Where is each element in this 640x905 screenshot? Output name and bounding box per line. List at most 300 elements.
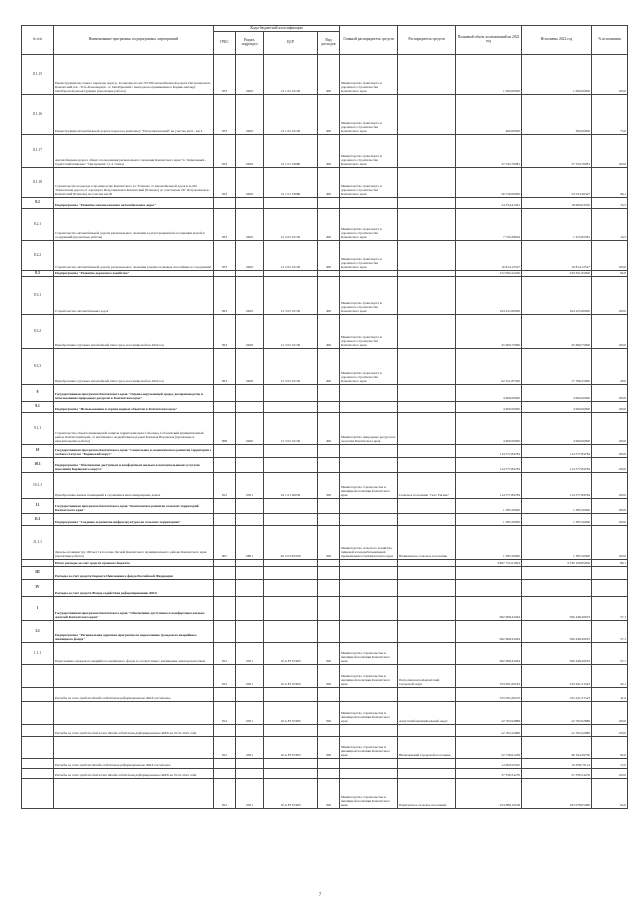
cell-pct: 42,1 <box>592 665 628 688</box>
cell-exec: 1 255,82381 <box>522 209 592 241</box>
cell-exec: 4 900,00000 <box>522 385 592 402</box>
table-row <box>22 526 628 560</box>
cell-plan: 1 385,50000 <box>456 526 522 560</box>
cell-num: 8.3.3 <box>22 349 54 385</box>
cell-vr: 400 <box>318 209 340 241</box>
cell-vr: 500 <box>318 702 340 725</box>
cell-num: 1.1.1 <box>22 643 54 665</box>
cell-name: Государственная программа Камчатского края "Комплексное развитие сельских территорий Камчатского края" <box>54 499 214 514</box>
cell-plan <box>456 567 522 580</box>
cell-num <box>22 665 54 688</box>
cell-rz: 0406 <box>236 413 264 445</box>
table-row <box>22 241 628 271</box>
cell-rz: 0409 <box>236 209 264 241</box>
cell-exec: 18 069,63520 <box>522 198 592 209</box>
table-row <box>22 737 628 759</box>
cell-vr <box>318 514 340 526</box>
cell-rz: 0501 <box>236 779 264 809</box>
cell-plan: 114 577,84784 <box>456 473 522 499</box>
cell-csr <box>264 402 318 413</box>
cell-num: III <box>22 567 54 580</box>
cell-vr <box>318 458 340 473</box>
cell-name: Расходы за счет средств бюджета Пенсионного фонда Российской Федерации <box>54 567 214 580</box>
cell-rec: Вилючинский городской поселение <box>398 737 456 759</box>
cell-pct: 84,8 <box>592 271 628 277</box>
cell-admin <box>340 445 398 458</box>
cell-grbs: 808 <box>214 413 236 445</box>
cell-csr <box>264 458 318 473</box>
cell-num <box>22 737 54 759</box>
cell-num: 9.1.1 <box>22 413 54 445</box>
cell-pct: 100,0 <box>592 241 628 271</box>
cell-plan: 1 385,50000 <box>456 514 522 526</box>
cell-name: Строительство подъезда к производству Камчатского в г. Елизово от автомобильной дороги А-401 "Камчатская дорога от аэропорта Петропавловск-Камчатский (Елизово) до участки км 26" Петропавловск-Камчатский (Елизово) на участке км 26 <box>54 168 214 198</box>
table-row <box>22 209 628 241</box>
cell-plan: 62 251,87300 <box>456 349 522 385</box>
cell-rz <box>236 759 264 769</box>
cell-grbs <box>214 402 236 413</box>
cell-plan: 37 336,54470 <box>456 769 522 779</box>
cell-plan: 22 762,92889 <box>456 725 522 737</box>
cell-name: Расходы за счет средств Фонда содействия реформированию ЖКХ посчитать <box>54 759 214 769</box>
cell-rz <box>236 445 264 458</box>
cell-csr: 12 2 03 10130 <box>264 209 318 241</box>
table-row <box>22 55 628 95</box>
cell-admin <box>340 458 398 473</box>
cell-grbs <box>214 499 236 514</box>
table-row <box>22 769 628 779</box>
cell-admin <box>340 499 398 514</box>
cell-rz <box>236 198 264 209</box>
cell-exec: 48 164,39750 <box>522 737 592 759</box>
header-recipient: Распорядитель средств <box>398 26 456 55</box>
cell-csr: 12 1 01 53080 <box>264 135 318 168</box>
cell-name: Реконструкция автомобильной дороги подъезд к комплексу "Петропавловский" на участке км 0 - км 4 <box>54 95 214 135</box>
cell-exec: 1 385,50000 <box>522 514 592 526</box>
cell-csr: 12 1 02 10130 <box>264 95 318 135</box>
cell-rec <box>398 402 456 413</box>
cell-pct: 92,0 <box>592 737 628 759</box>
cell-exec <box>522 580 592 597</box>
cell-rz: 0409 <box>236 277 264 315</box>
header-pct: % исполнения <box>592 26 628 55</box>
cell-rec <box>398 499 456 514</box>
cell-csr: 10 A F3 67483 <box>264 702 318 725</box>
cell-num: 10.1.1 <box>22 473 54 499</box>
cell-rz <box>236 769 264 779</box>
cell-rec: Сельское поселение "село Тигиль" <box>398 473 456 499</box>
cell-exec: 22 762,92889 <box>522 702 592 725</box>
cell-exec: 22 762,92889 <box>522 725 592 737</box>
cell-num: 8.1.18 <box>22 168 54 198</box>
cell-rz: 0408 <box>236 315 264 349</box>
table-row <box>22 198 628 209</box>
cell-pct: 100,0 <box>592 315 628 349</box>
cell-num: 8.3 <box>22 271 54 277</box>
cell-grbs <box>214 725 236 737</box>
cell-rec: Алеутский муниципальный округ <box>398 702 456 725</box>
cell-csr: 12 1 02 10130 <box>264 55 318 95</box>
table-row <box>22 702 628 725</box>
cell-rec: Начикинское сельское поселение <box>398 526 456 560</box>
cell-csr: 10 A F3 67483 <box>264 643 318 665</box>
cell-plan: 1 385,50000 <box>456 499 522 514</box>
cell-admin <box>340 580 398 597</box>
cell-csr <box>264 198 318 209</box>
cell-name: Подпрограмма "Развитие дорожного хозяйства" <box>54 271 214 277</box>
cell-num <box>22 702 54 725</box>
cell-rz <box>236 385 264 402</box>
table-row <box>22 385 628 402</box>
cell-vr <box>318 567 340 580</box>
cell-name: Итого расходы за счет средств краевого бюджета <box>54 560 214 567</box>
cell-exec: 3 330 109,85056 <box>522 560 592 567</box>
cell-grbs: 823 <box>214 315 236 349</box>
cell-vr <box>318 769 340 779</box>
cell-num <box>22 688 54 702</box>
cell-exec: 27 532,70081 <box>522 135 592 168</box>
table-row <box>22 597 628 621</box>
cell-exec: 114 577,84784 <box>522 445 592 458</box>
cell-csr <box>264 580 318 597</box>
cell-num: 10 <box>22 445 54 458</box>
cell-vr: 400 <box>318 413 340 445</box>
cell-plan: 400,00000 <box>456 95 522 135</box>
cell-plan: 114 577,84784 <box>456 458 522 473</box>
cell-csr: 12 3 03 10130 <box>264 349 318 385</box>
cell-name: Автомобильная дорога общего пользования регионального значения Камчатского края "п. Термальный - туристский комплекс "Три вулкана" (1-2 этапы) <box>54 135 214 168</box>
cell-grbs: 812 <box>214 643 236 665</box>
cell-vr <box>318 759 340 769</box>
cell-vr: 500 <box>318 665 340 688</box>
cell-pct: 100,0 <box>592 499 628 514</box>
cell-rec <box>398 458 456 473</box>
cell-plan: 27 532,70081 <box>456 135 522 168</box>
cell-admin <box>340 560 398 567</box>
cell-vr <box>318 445 340 458</box>
cell-name: Приобретение грузовых автомобилей типа грузо-пассажирской на 2022 год <box>54 349 214 385</box>
cell-rec <box>398 198 456 209</box>
cell-rec <box>398 385 456 402</box>
cell-admin: Министерство транспорта и дорожного строительства Камчатского края <box>340 55 398 95</box>
cell-name: Строительство автомобильной дороги регионального значения в межпоселковых шоссейных и сооружений <box>54 241 214 271</box>
cell-vr <box>318 725 340 737</box>
cell-num: 8.2.1 <box>22 209 54 241</box>
budget-table <box>21 25 628 809</box>
cell-grbs <box>214 567 236 580</box>
cell-rz: 0501 <box>236 643 264 665</box>
cell-grbs <box>214 385 236 402</box>
cell-rz: 0801 <box>236 526 264 560</box>
table-row <box>22 779 628 809</box>
cell-rec <box>398 135 456 168</box>
cell-plan: 1 000,00000 <box>456 55 522 95</box>
table-row <box>22 621 628 643</box>
table-row <box>22 402 628 413</box>
table-row <box>22 688 628 702</box>
cell-admin <box>340 597 398 621</box>
header-codes: Коды бюджетной классификации <box>214 26 340 32</box>
cell-plan: 3 867 731,01993 <box>456 560 522 567</box>
cell-vr <box>318 597 340 621</box>
cell-num: 8.2.2 <box>22 241 54 271</box>
cell-admin: Министерство транспорта и дорожного строительства Камчатского края <box>340 349 398 385</box>
cell-exec: 17 786,25000 <box>522 349 592 385</box>
cell-exec: 4 900,00000 <box>522 402 592 413</box>
cell-name: Подпрограмма "Развитие межпоселковых автомобильных дорог" <box>54 198 214 209</box>
cell-pct: 41,9 <box>592 688 628 702</box>
cell-num: 8.1.17 <box>22 135 54 168</box>
cell-rz <box>236 458 264 473</box>
cell-rec <box>398 315 456 349</box>
cell-csr: 12 1 01 53080 <box>264 168 318 198</box>
cell-rec <box>398 55 456 95</box>
cell-pct: 100,0 <box>592 702 628 725</box>
cell-admin <box>340 759 398 769</box>
header-vr: Вид расходов <box>318 32 340 55</box>
cell-plan: 7 720,28634 <box>456 209 522 241</box>
cell-rec <box>398 413 456 445</box>
cell-csr <box>264 725 318 737</box>
cell-admin: Министерство строительства и жилищной политики Камчатского края <box>340 779 398 809</box>
table-body <box>22 55 628 809</box>
cell-grbs: 833 <box>214 241 236 271</box>
cell-exec: 230 631,65000 <box>522 271 592 277</box>
cell-pct: 57,1 <box>592 643 628 665</box>
cell-vr <box>318 621 340 643</box>
cell-pct: 100,0 <box>592 277 628 315</box>
cell-rz <box>236 402 264 413</box>
table-row <box>22 643 628 665</box>
cell-plan <box>456 580 522 597</box>
cell-vr: 400 <box>318 349 340 385</box>
cell-name: Строительство автомобильных дорог <box>54 277 214 315</box>
cell-grbs: 807 <box>214 526 236 560</box>
cell-admin <box>340 514 398 526</box>
cell-admin: Министерство строительства и жилищной политики Камчатского края <box>340 643 398 665</box>
cell-vr: 400 <box>318 95 340 135</box>
table-row <box>22 95 628 135</box>
cell-csr: 22 1 01 40030 <box>264 473 318 499</box>
cell-plan: 14 600,95945 <box>456 759 522 769</box>
cell-pct: 100,0 <box>592 413 628 445</box>
cell-rec <box>398 759 456 769</box>
cell-pct: 28,6 <box>592 349 628 385</box>
cell-plan: 16 814,12527 <box>456 241 522 271</box>
cell-vr: 500 <box>318 779 340 809</box>
cell-name: Расходы за счет средств Фонда содействия реформированию ЖКХ посчитать <box>54 688 214 702</box>
cell-exec: 566 448,26033 <box>522 621 592 643</box>
cell-csr <box>264 560 318 567</box>
cell-rz: 0409 <box>236 241 264 271</box>
cell-vr: 500 <box>318 526 340 560</box>
table-row <box>22 499 628 514</box>
cell-csr <box>264 688 318 702</box>
cell-plan: 992 668,43404 <box>456 597 522 621</box>
cell-plan: 56 720,00000 <box>456 168 522 198</box>
cell-csr: 10 A F3 67483 <box>264 779 318 809</box>
header-grbs: ГРБС <box>214 32 236 55</box>
cell-name: Государственная программа Камчатского края "Социальное и экономическое развитие территории с особым статусом "Корякский округ" <box>54 445 214 458</box>
cell-plan: 114 577,84784 <box>456 445 522 458</box>
cell-admin <box>340 402 398 413</box>
cell-rec <box>398 349 456 385</box>
cell-rec <box>398 567 456 580</box>
cell-name: Расходы за счет средств бюджета Фонда содействия реформированию ЖКХ на 01.01.2022 года <box>54 725 214 737</box>
cell-grbs <box>214 580 236 597</box>
cell-csr <box>264 597 318 621</box>
page-number: 7 <box>318 893 322 898</box>
table-row <box>22 665 628 688</box>
cell-grbs <box>214 198 236 209</box>
cell-exec: 54 533,46327 <box>522 168 592 198</box>
cell-rz: 0501 <box>236 473 264 499</box>
cell-name: Расходы за счет средств бюджета Фонда содействия реформированию ЖКХ на 01.01.2022 года <box>54 769 214 779</box>
cell-grbs: 833 <box>214 55 236 95</box>
cell-admin <box>340 198 398 209</box>
cell-exec: 1 000,00000 <box>522 55 592 95</box>
cell-rz: 0409 <box>236 95 264 135</box>
cell-pct: 72,9 <box>592 759 628 769</box>
cell-exec: 10 638,73124 <box>522 759 592 769</box>
cell-csr: 10 A F3 67483 <box>264 665 318 688</box>
header-name: Наименование программы, подпрограммы, мероприятий <box>54 26 214 55</box>
cell-num: 8.1.15 <box>22 55 54 95</box>
cell-admin <box>340 725 398 737</box>
cell-admin: Министерство строительства и жилищной политики Камчатского края <box>340 473 398 499</box>
cell-grbs: 833 <box>214 95 236 135</box>
cell-rz <box>236 580 264 597</box>
cell-rec <box>398 643 456 665</box>
cell-csr: 12 3 03 10130 <box>264 315 318 349</box>
cell-rz: 0408 <box>236 349 264 385</box>
cell-grbs <box>214 688 236 702</box>
cell-plan: 992 668,43404 <box>456 643 522 665</box>
cell-vr <box>318 402 340 413</box>
table-row <box>22 445 628 458</box>
cell-grbs: 823 <box>214 277 236 315</box>
cell-rz <box>236 688 264 702</box>
cell-exec: 232 641,31543 <box>522 665 592 688</box>
cell-exec: 164 225,60000 <box>522 277 592 315</box>
cell-num: 9.1 <box>22 402 54 413</box>
cell-vr: 500 <box>318 737 340 759</box>
table-row <box>22 560 628 567</box>
cell-grbs: 823 <box>214 349 236 385</box>
cell-exec: 37 336,54470 <box>522 769 592 779</box>
cell-csr: 12 3 03 10130 <box>264 277 318 315</box>
cell-admin: Министерство строительства и жилищной политики Камчатского края <box>340 702 398 725</box>
cell-exec: 566 448,26033 <box>522 643 592 665</box>
cell-pct: 57,1 <box>592 621 628 643</box>
cell-grbs <box>214 458 236 473</box>
cell-rz: 0409 <box>236 135 264 168</box>
cell-rec <box>398 514 456 526</box>
cell-rec <box>398 725 456 737</box>
cell-exec: 1 385,50000 <box>522 499 592 514</box>
cell-name <box>54 665 214 688</box>
cell-num: 1.1 <box>22 621 54 643</box>
cell-num: 8.3.2 <box>22 315 54 349</box>
cell-num <box>22 769 54 779</box>
cell-plan: 4 900,00000 <box>456 402 522 413</box>
cell-rz <box>236 514 264 526</box>
cell-grbs <box>214 560 236 567</box>
cell-num: 1 <box>22 597 54 621</box>
cell-name: Строительство автомобильной дороги регионального значения к регистрационной ассоциации малой и сооружений (проектные работы) <box>54 209 214 241</box>
cell-name: Государственная программа Камчатского края "Охрана окружающей среды, воспроизводство и использование природных ресурсов в Камчатском крае" <box>54 385 214 402</box>
cell-plan: 553 091,66163 <box>456 665 522 688</box>
cell-csr: 10 A F3 67483 <box>264 737 318 759</box>
cell-csr: 12 2 02 10130 <box>264 241 318 271</box>
cell-name: Строительство объекта инженерной защиты территории края Соболево, Соболевский муниципальный район, Камчатский край, от негативного воздействия вод реки Большая Воровская (проектные и изыскательские работы) <box>54 413 214 445</box>
cell-plan: 24 334,41361 <box>456 198 522 209</box>
cell-csr <box>264 499 318 514</box>
cell-vr <box>318 560 340 567</box>
cell-admin <box>340 769 398 779</box>
cell-pct: 100,0 <box>592 473 628 499</box>
cell-pct: 100,0 <box>592 135 628 168</box>
cell-plan: 164 225,60000 <box>456 277 522 315</box>
cell-grbs <box>214 597 236 621</box>
cell-vr <box>318 580 340 597</box>
cell-name: Подпрограмма "Использование и охрана водных объектов в Камчатском крае" <box>54 402 214 413</box>
cell-csr <box>264 769 318 779</box>
cell-pct: 75,0 <box>592 95 628 135</box>
cell-plan: 4 900,00000 <box>456 413 522 445</box>
cell-grbs <box>214 621 236 643</box>
cell-admin: Министерство строительства и жилищной политики Камчатского края <box>340 737 398 759</box>
table-row <box>22 458 628 473</box>
cell-admin: Министерство транспорта и дорожного строительства Камчатского края <box>340 209 398 241</box>
cell-grbs: 812 <box>214 473 236 499</box>
header-admin: Главный распорядитель средств <box>340 26 398 55</box>
cell-name: Подпрограмма "Создание и развитие инфраструктуры на сельских территориях" <box>54 514 214 526</box>
cell-pct: 86,1 <box>592 560 628 567</box>
cell-pct: 100,0 <box>592 402 628 413</box>
header-num: № п/п <box>22 26 54 55</box>
cell-grbs: 812 <box>214 737 236 759</box>
cell-exec: 1 385,50000 <box>522 526 592 560</box>
table-row <box>22 473 628 499</box>
cell-grbs: 833 <box>214 209 236 241</box>
cell-csr <box>264 445 318 458</box>
cell-num: 11 <box>22 499 54 514</box>
cell-vr: 500 <box>318 643 340 665</box>
cell-name: Государственная программа Камчатского края "Обеспечение доступным и комфортным жильем жителей Камчатского края" <box>54 597 214 621</box>
cell-name <box>54 702 214 725</box>
cell-rec: Паратунское сельское поселение <box>398 779 456 809</box>
cell-rz: 0409 <box>236 55 264 95</box>
cell-name: Дизель-отеляции тур 100 мест в поселке Лесной Камчатского муниципального района Камчатского края (проектные работы) <box>54 526 214 560</box>
cell-admin: Министерство транспорта и дорожного строительства Камчатского края <box>340 135 398 168</box>
cell-pct: 100,0 <box>592 445 628 458</box>
cell-exec: 232 641,31543 <box>522 688 592 702</box>
cell-name <box>54 779 214 809</box>
cell-rz <box>236 621 264 643</box>
cell-pct: 100,0 <box>592 526 628 560</box>
cell-grbs: 833 <box>214 135 236 168</box>
cell-plan: 4 900,00000 <box>456 385 522 402</box>
cell-grbs <box>214 514 236 526</box>
table-row <box>22 168 628 198</box>
cell-grbs <box>214 769 236 779</box>
cell-pct <box>592 567 628 580</box>
table-row <box>22 759 628 769</box>
cell-name: Приобретение грузовых автомобилей типа грузо-пассажирской на 2022 год <box>54 315 214 349</box>
cell-admin: Министерство транспорта и дорожного строительства Камчатского края <box>340 168 398 198</box>
cell-name: Подпрограмма "Региональная адресная программа по переселению граждан из аварийного жилищного фонда" <box>54 621 214 643</box>
